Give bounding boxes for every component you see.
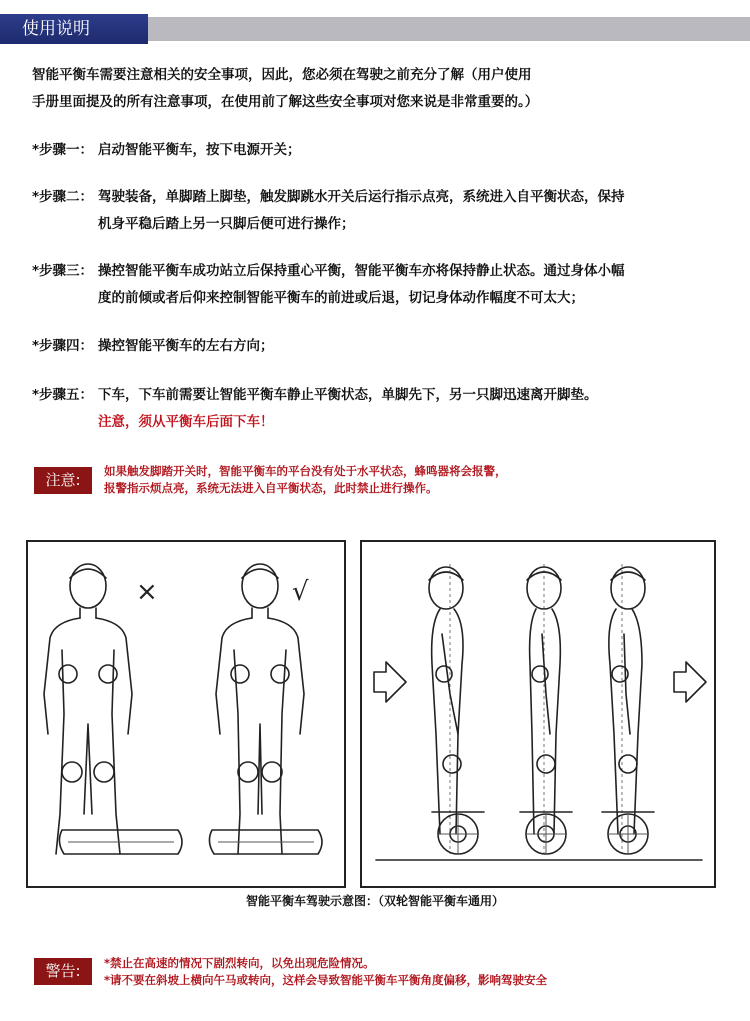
right-mark: √ bbox=[292, 577, 309, 607]
notice-text bbox=[104, 463, 507, 497]
warning-line: *禁止在高速的情况下剧烈转向，以免出现危险情况。 bbox=[104, 956, 375, 970]
notice-tag: 注意: bbox=[34, 467, 92, 494]
step-text: 驾驶装备，单脚踏上脚垫，触发脚跳水开关后运行指示点亮，系统进入自平衡状态，保持 bbox=[98, 189, 625, 205]
side-view-panel bbox=[360, 540, 716, 888]
step-2 bbox=[32, 184, 722, 238]
notice-line: 如果触发脚踏开关时，智能平衡车的平台没有处于水平状态，蜂鸣器将会报警， bbox=[104, 464, 507, 478]
rider-lean-back bbox=[429, 564, 463, 854]
side-view-illustration bbox=[362, 542, 714, 886]
wheel-3 bbox=[602, 812, 654, 854]
intro-line: 手册里面提及的所有注意事项，在使用前了解这些安全事项对您来说是非常重要的。） bbox=[32, 94, 539, 110]
figure-caption: 智能平衡车驾驶示意图：（双轮智能平衡车通用） bbox=[245, 894, 504, 908]
step-label: *步骤五： bbox=[32, 387, 94, 403]
step-text: 下车，下车前需要让智能平衡车静止平衡状态，单脚先下，另一只脚迅速离开脚垫。 bbox=[98, 387, 598, 403]
arrow-right-icon bbox=[674, 662, 706, 702]
rider-lean-forward bbox=[609, 564, 645, 854]
notice-line: 报警指示烦点亮，系统无法进入自平衡状态，此时禁止进行操作。 bbox=[104, 481, 438, 495]
step-text: 机身平稳后踏上另一只脚后便可进行操作； bbox=[98, 216, 355, 232]
warning-text bbox=[104, 955, 547, 989]
intro-line: 智能平衡车需要注意相关的安全事项，因此，您必须在驾驶之前充分了解（用户使用 bbox=[32, 67, 532, 83]
section-header bbox=[0, 14, 750, 44]
intro-paragraph bbox=[32, 62, 712, 116]
front-view-panel bbox=[26, 540, 346, 888]
step-1 bbox=[32, 137, 722, 164]
wheel-2 bbox=[520, 812, 572, 854]
rider-upright bbox=[527, 564, 561, 854]
warning-line: *请不要在斜坡上横向午马或转向，这样会导致智能平衡车平衡角度偏移，影响驾驶安全 bbox=[104, 973, 548, 987]
front-view-illustration bbox=[28, 542, 344, 886]
step-3 bbox=[32, 258, 722, 312]
step-label: *步骤四： bbox=[32, 338, 94, 354]
wrong-mark: × bbox=[136, 577, 158, 607]
section-title: 使用说明 bbox=[0, 14, 148, 44]
step-text: 操控智能平衡车成功站立后保持重心平衡，智能平衡车亦将保持静止状态。通过身体小幅 bbox=[98, 263, 625, 279]
rider-right-figure bbox=[216, 564, 304, 854]
step-label: *步骤三： bbox=[32, 263, 94, 279]
step-text: 启动智能平衡车，按下电源开关； bbox=[98, 142, 301, 158]
step-label: *步骤二： bbox=[32, 189, 94, 205]
step-text: 度的前倾或者后仰来控制智能平衡车的前进或后退，切记身体动作幅度不可太大； bbox=[98, 290, 584, 306]
step-4 bbox=[32, 333, 722, 360]
step-text: 操控智能平衡车的左右方向； bbox=[98, 338, 274, 354]
arrow-left-icon bbox=[374, 662, 406, 702]
step-warning: 注意，须从平衡车后面下车！ bbox=[98, 414, 274, 430]
rider-wrong-figure bbox=[44, 564, 132, 854]
header-rule bbox=[148, 17, 750, 41]
step-label: *步骤一： bbox=[32, 142, 94, 158]
warning-tag: 警告: bbox=[34, 958, 92, 985]
step-5 bbox=[32, 382, 722, 436]
